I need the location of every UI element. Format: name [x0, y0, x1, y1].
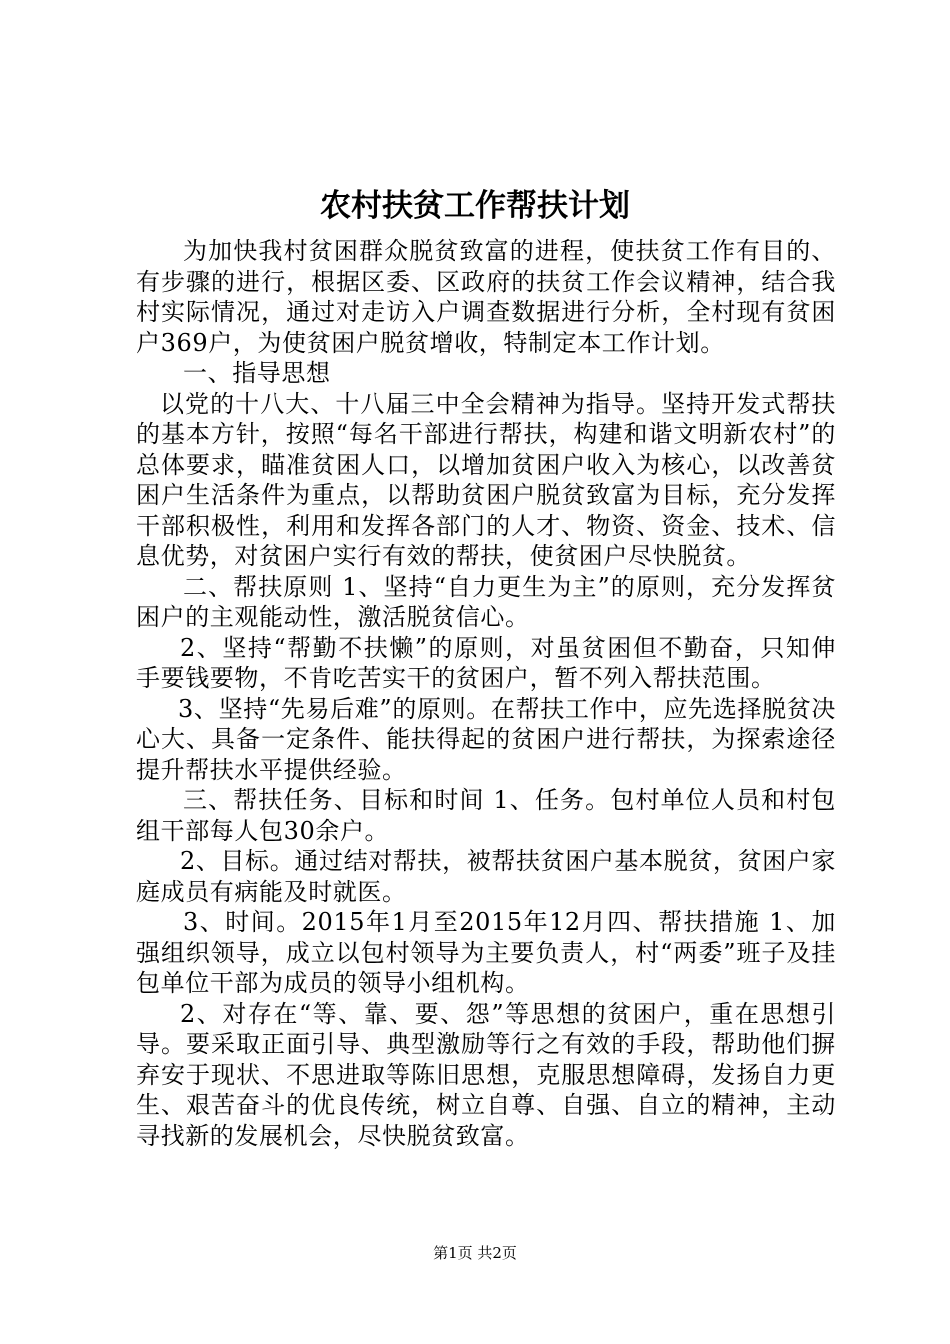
paragraph-guiding-ideology: 以党的十八大、十八届三中全会精神为指导。坚持开发式帮扶的基本方针，按照“每名干部进行帮扶，构建和谐文明新农村”的总体要求，瞄准贫困人口，以增加贫困户收入为核心，以改善贫困户生活条件为重点，以帮助贫困户脱贫致富为目标，充分发挥干部积极性，利用和发挥各部门的人才、物资、资金、技术、信息优势，对贫困户实行有效的帮扶，使贫困户尽快脱贫。 [136, 389, 836, 570]
page-footer: 第1页 共2页 [433, 1244, 517, 1262]
document-body [136, 236, 836, 1151]
paragraph-principle-2: 2、坚持“帮勤不扶懒”的原则，对虽贫困但不勤奋，只知伸手要钱要物，不肯吃苦实干的贫困户，暂不列入帮扶范围。 [136, 633, 836, 692]
paragraph-goal: 2、目标。通过结对帮扶，被帮扶贫困户基本脱贫，贫困户家庭成员有病能及时就医。 [136, 847, 836, 906]
paragraph-principle-3: 3、坚持“先易后难”的原则。在帮扶工作中，应先选择脱贫决心大、具备一定条件、能扶得起的贫困户进行帮扶，为探索途径提升帮扶水平提供经验。 [136, 694, 836, 784]
paragraph-task: 三、帮扶任务、目标和时间 1、任务。包村单位人员和村包组干部每人包30余户。 [136, 786, 836, 845]
paragraph-principle-1: 二、帮扶原则 1、坚持“自力更生为主”的原则，充分发挥贫困户的主观能动性，激活脱贫信心。 [136, 572, 836, 631]
paragraph-measure-2: 2、对存在“等、靠、要、怨”等思想的贫困户，重在思想引导。要采取正面引导、典型激励等行之有效的手段，帮助他们摒弃安于现状、不思进取等陈旧思想，克服思想障碍，发扬自力更生、艰苦奋斗的优良传统，树立自尊、自强、自立的精神，主动寻找新的发展机会，尽快脱贫致富。 [136, 999, 836, 1150]
heading-guiding-ideology: 一、指导思想 [183, 359, 331, 387]
paragraph-time-measures: 3、时间。2015年1月至2015年12月四、帮扶措施 1、加强组织领导，成立以包村领导为主要负责人，村“两委”班子及挂包单位干部为成员的领导小组机构。 [136, 908, 836, 997]
paragraph-intro: 为加快我村贫困群众脱贫致富的进程，使扶贫工作有目的、有步骤的进行，根据区委、区政府的扶贫工作会议精神，结合我村实际情况，通过对走访入户调查数据进行分析，全村现有贫困户369户，为使贫困户脱贫增收，特制定本工作计划。 [136, 237, 836, 357]
document-title: 农村扶贫工作帮扶计划 [320, 188, 630, 224]
